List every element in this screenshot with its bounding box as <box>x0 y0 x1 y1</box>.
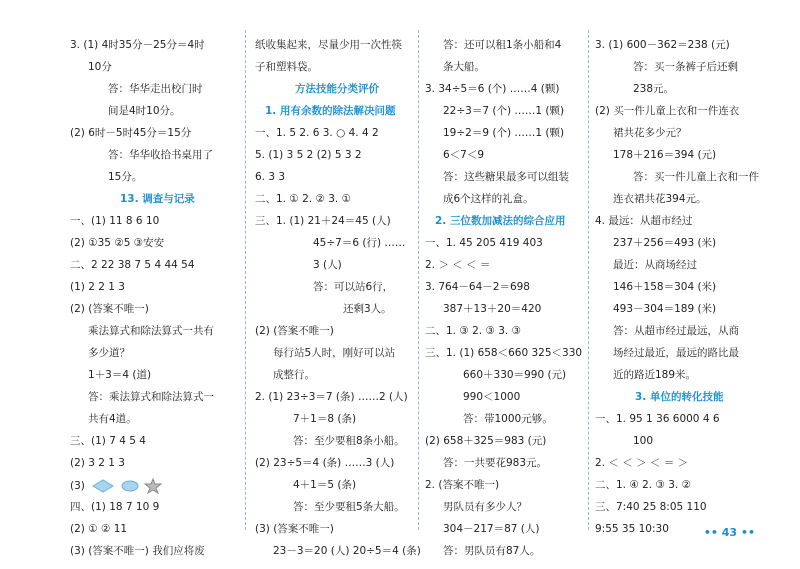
answer-line: 答：买一件儿童上衣和一件 <box>633 171 759 183</box>
answer-line: 237＋256＝493 (米) <box>613 237 717 249</box>
page-footer <box>704 526 755 539</box>
answer-line: 答：男队员有87人。 <box>443 545 541 557</box>
answer-line: 答：可以站6行， <box>313 281 394 293</box>
answer-line: 三、7:40 25 8:05 110 <box>595 501 707 513</box>
answer-line: 一、1. 5 2. 6 3. ○ 4. 4 2 <box>255 127 379 139</box>
answer-line: 共有4道。 <box>88 413 137 425</box>
ellipse-shape <box>122 481 138 491</box>
answer-line: 场经过最近，最远的路比最 <box>613 347 739 359</box>
answer-line: 19÷2＝9 (个) ……1 (颗) <box>443 127 565 139</box>
answer-line: 387＋13＋20＝420 <box>443 303 542 315</box>
column-divider <box>588 30 589 530</box>
answer-line: 条大船。 <box>443 61 485 73</box>
section-heading: 方法技能分类评价 <box>295 83 379 95</box>
answer-line: 间是4时10分。 <box>108 105 181 117</box>
answer-line: (2) ①35 ②5 ③安安 <box>70 237 165 249</box>
answer-line: 成6个这样的礼盒。 <box>443 193 534 205</box>
answer-line: (2) 买一件儿童上衣和一件连衣 <box>595 105 740 117</box>
answer-line: 答：一共要花983元。 <box>443 457 548 469</box>
answer-line: (3) <box>70 480 85 492</box>
rhombus-shape <box>93 480 113 492</box>
answer-line: 二、1. ③ 2. ③ 3. ③ <box>425 325 521 337</box>
answer-line: 每行站5人时，刚好可以站 <box>273 347 396 359</box>
answer-line: 三、1. (1) 21＋24＝45 (人) <box>255 215 391 227</box>
answer-line: 一、(1) 11 8 6 10 <box>70 215 160 227</box>
answer-line: 答：从超市经过最远，从商 <box>613 325 739 337</box>
answer-line: 答：带1000元够。 <box>463 413 553 425</box>
answer-line: 3. 34÷5＝6 (个) ……4 (颗) <box>425 83 560 95</box>
answer-line: 三、1. (1) 658＜660 325＜330 <box>425 347 583 359</box>
answer-line: (2) 658＋325＝983 (元) <box>425 435 547 447</box>
answer-line: (1) 2 2 1 3 <box>70 281 125 293</box>
answer-line: 答：还可以租1条小船和4 <box>443 39 562 51</box>
answer-line: 10分 <box>88 61 112 73</box>
answer-line: (2) 3 2 1 3 <box>70 457 125 469</box>
page-number: 43 <box>721 526 738 539</box>
section-title: 1. 用有余数的除法解决问题 <box>265 105 396 117</box>
answer-line: 6＜7＜9 <box>443 149 485 161</box>
answer-line: 男队员有多少人？ <box>443 501 527 513</box>
answer-line: 连衣裙共花394元。 <box>613 193 707 205</box>
answer-line: (2) 23÷5＝4 (条) ……3 (人) <box>255 457 395 469</box>
answer-line: 3. (1) 600－362＝238 (元) <box>595 39 730 51</box>
answer-line: 答：这些糖果最多可以组装 <box>443 171 569 183</box>
answer-line: 100 <box>633 435 654 447</box>
answer-line: 答：乘法算式和除法算式一 <box>88 391 214 403</box>
answer-line: 近的路近189米。 <box>613 369 697 381</box>
answer-line: 6. 3 3 <box>255 171 286 183</box>
answer-line: 2. ＜ ＜ ＞ ＜ ＝ ＞ <box>595 457 689 469</box>
shapes-row <box>70 478 178 494</box>
answer-line: 9:55 35 10:30 <box>595 523 669 535</box>
answer-line: 多少道？ <box>88 347 130 359</box>
answer-line: 15分。 <box>108 171 143 183</box>
answer-line: 4＋1＝5 (条) <box>293 479 357 491</box>
column-divider <box>245 30 246 530</box>
answer-line: 答：至少要租8条小船。 <box>293 435 405 447</box>
answer-line: (2) ① ② 11 <box>70 523 128 535</box>
answer-line: 2. (1) 23÷3＝7 (条) ……2 (人) <box>255 391 408 403</box>
answer-line: 2. ＞ ＜ ＜ ＝ <box>425 259 491 271</box>
answer-line: 裙共花多少元？ <box>613 127 687 139</box>
star-shape <box>145 479 161 493</box>
answer-line: 答：买一条裤子后还剩 <box>633 61 738 73</box>
answer-line: 最近：从商场经过 <box>613 259 697 271</box>
answer-line: 二、1. ① 2. ② 3. ① <box>255 193 351 205</box>
answer-line: 493－304＝189 (米) <box>613 303 717 315</box>
answer-line: 2. (答案不唯一) <box>425 479 500 491</box>
footer-dots: •• <box>703 526 718 539</box>
answer-line: 答：华华走出校门时 <box>108 83 203 95</box>
answer-line: 22÷3＝7 (个) ……1 (颗) <box>443 105 565 117</box>
answer-line: 乘法算式和除法算式一共有 <box>88 325 214 337</box>
answer-line: 二、1. ④ 2. ③ 3. ② <box>595 479 691 491</box>
answer-line: 7＋1＝8 (条) <box>293 413 357 425</box>
answer-line: 3. 764－64－2＝698 <box>425 281 530 293</box>
answer-line: 三、(1) 7 4 5 4 <box>70 435 146 447</box>
answer-line: 23－3＝20 (人) 20÷5＝4 (条) <box>273 545 421 557</box>
answer-line: 3. (1) 4时35分－25分＝4时 <box>70 39 205 51</box>
answer-line: 238元。 <box>633 83 675 95</box>
shape-figures <box>88 478 178 494</box>
answer-line: (3) (答案不唯一) 我们应将废 <box>70 545 205 557</box>
answer-line: (2) (答案不唯一) <box>255 325 334 337</box>
section-title: 2. 三位数加减法的综合应用 <box>435 215 566 227</box>
section-title: 13. 调查与记录 <box>120 193 195 205</box>
footer-dots: •• <box>740 526 755 539</box>
answer-line: 304－217＝87 (人) <box>443 523 540 535</box>
answer-line: (2) 6时－5时45分＝15分 <box>70 127 192 139</box>
answer-line: 146＋158＝304 (米) <box>613 281 717 293</box>
section-title: 3. 单位的转化技能 <box>635 391 724 403</box>
answer-line: 3 (人) <box>313 259 342 271</box>
answer-line: 1＋3＝4 (道) <box>88 369 152 381</box>
answer-line: 4. 最远：从超市经过 <box>595 215 693 227</box>
answer-line: 660＋330＝990 (元) <box>463 369 567 381</box>
answer-line: 答：华华收拾书桌用了 <box>108 149 213 161</box>
answer-line: 成整行。 <box>273 369 315 381</box>
column-divider <box>418 30 419 530</box>
answer-line: (3) (答案不唯一) <box>255 523 334 535</box>
answer-line: 四、(1) 18 7 10 9 <box>70 501 160 513</box>
answer-line: 一、1. 95 1 36 6000 4 6 <box>595 413 720 425</box>
answer-line: 178＋216＝394 (元) <box>613 149 717 161</box>
answer-line: 45÷7＝6 (行) …… <box>313 237 406 249</box>
answer-line: (2) (答案不唯一) <box>70 303 149 315</box>
answer-line: 还剩3人。 <box>343 303 392 315</box>
answer-line: 答：至少要租5条大船。 <box>293 501 405 513</box>
answer-line: 纸收集起来，尽量少用一次性筷 <box>255 39 402 51</box>
answer-line: 二、2 22 38 7 5 4 44 54 <box>70 259 195 271</box>
answer-line: 子和塑料袋。 <box>255 61 318 73</box>
answer-line: 5. (1) 3 5 2 (2) 5 3 2 <box>255 149 362 161</box>
answer-line: 一、1. 45 205 419 403 <box>425 237 543 249</box>
answer-line: 990＜1000 <box>463 391 521 403</box>
